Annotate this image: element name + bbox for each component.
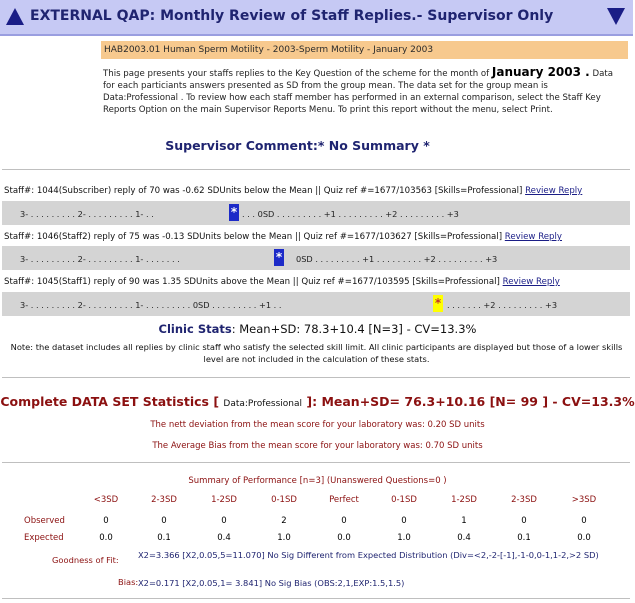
review-reply-link[interactable]: Review Reply	[525, 186, 583, 196]
sd-scale-left: 3- . . . . . . . . . 2- . . . . . . . . . 1- . .	[20, 209, 154, 219]
gof-text: X2=3.366 [X2,0.05,5=11.070] No Sig Different from Expected Distribution (Div=<2,-2-[-1],-1-0,0-1,1-2,>2 SD)	[138, 550, 599, 560]
page-header	[0, 0, 633, 36]
nett-deviation: The nett deviation from the mean score for your laboratory was: 0.20 SD units	[150, 420, 485, 430]
expected-cell: 0.4	[217, 533, 231, 543]
average-bias: The Average Bias from the mean score for your laboratory was: 0.70 SD units	[152, 441, 483, 451]
divider	[2, 462, 630, 463]
sd-marker: *	[434, 296, 442, 310]
observed-cell: 0	[341, 516, 347, 526]
dataset-stats-prefix: Complete DATA SET Statistics [	[0, 394, 220, 409]
dataset-name: Data:Professional	[223, 399, 303, 409]
scheme-subheader: HAB2003.01 Human Sperm Motility - 2003-Sperm Motility - January 2003	[101, 41, 628, 59]
observed-cell: 0	[581, 516, 587, 526]
dataset-stats-suffix: ]: Mean+SD= 76.3+10.16 [N= 99 ] - CV=13.3%	[306, 394, 635, 409]
staff-reply-line	[4, 186, 582, 196]
sd-marker: *	[230, 205, 238, 219]
column-header: 2-3SD	[151, 495, 177, 505]
column-header: >3SD	[571, 495, 597, 505]
column-header: 1-2SD	[211, 495, 237, 505]
column-header: 1-2SD	[451, 495, 477, 505]
supervisor-comment: Supervisor Comment:* No Summary *	[165, 138, 430, 153]
summary-title: Summary of Performance [n=3] (Unanswered Questions=0 )	[188, 476, 447, 486]
column-header: 0-1SD	[271, 495, 297, 505]
expected-cell: 1.0	[397, 533, 411, 543]
expected-cell: 0.0	[99, 533, 113, 543]
expected-cell: 1.0	[277, 533, 291, 543]
observed-cell: 0	[103, 516, 109, 526]
triangle-down-icon[interactable]	[607, 8, 625, 25]
review-reply-link[interactable]: Review Reply	[502, 277, 560, 287]
expected-label: Expected	[24, 533, 64, 543]
clinic-stats	[0, 322, 635, 336]
page-title: EXTERNAL QAP: Monthly Review of Staff Replies.- Supervisor Only	[30, 8, 554, 24]
observed-label: Observed	[24, 516, 65, 526]
gof-label: Goodness of Fit:	[52, 555, 119, 565]
staff-reply-line	[4, 277, 560, 287]
intro-month: January 2003 .	[491, 65, 590, 79]
divider	[2, 598, 630, 599]
expected-cell: 0.1	[517, 533, 531, 543]
sd-marker: *	[275, 250, 283, 264]
expected-cell: 0.4	[457, 533, 471, 543]
intro-text	[103, 66, 623, 116]
sd-scale-right: . . . 0SD . . . . . . . . . +1 . . . . . . . . . +2 . . . . . . . . . +3	[242, 209, 459, 219]
sd-scale-bar	[2, 292, 630, 316]
observed-cell: 0	[401, 516, 407, 526]
column-header: Perfect	[329, 495, 359, 505]
dataset-note: Note: the dataset includes all replies by clinic staff who satisfy the selected skill limit. All clinic participants are displayed but those of a lower skills level are not included in the calculation of these stats.	[10, 342, 623, 364]
sd-scale-right: 0SD . . . . . . . . . +1 . . . . . . . . . +2 . . . . . . . . . +3	[296, 254, 498, 264]
sd-scale-bar	[2, 246, 630, 270]
observed-cell: 1	[461, 516, 467, 526]
expected-cell: 0.1	[157, 533, 171, 543]
column-header: 2-3SD	[511, 495, 537, 505]
sd-scale-right: . . . . . . . +2 . . . . . . . . . +3	[447, 300, 558, 310]
clinic-stats-label: Clinic Stats	[158, 322, 232, 336]
dataset-stats	[0, 394, 635, 409]
staff-reply-text: Staff#: 1046(Staff2) reply of 75 was -0.13 SDUnits below the Mean || Quiz ref #=1677/103627 [Skills=Professional]	[4, 232, 503, 242]
staff-reply-line	[4, 232, 562, 242]
sd-scale-left: 3- . . . . . . . . . 2- . . . . . . . . . 1- . . . . . . . . . 0SD . . . . . . . . . +1 . .	[20, 300, 282, 310]
triangle-up-icon[interactable]	[6, 8, 24, 25]
intro-text-after: Data for each particiants answers presented as SD from the group mean. The data set for the group mean is Data:Professional . To review how each staff member has performed in an external comparison, select the Staff Key Reports Option on the main Supervisor Reports Menu. To print this report without the menu, select Print.	[103, 69, 613, 115]
observed-cell: 0	[161, 516, 167, 526]
sd-scale-bar	[2, 201, 630, 225]
staff-reply-text: Staff#: 1044(Subscriber) reply of 70 was -0.62 SDUnits below the Mean || Quiz ref #=1677/103563 [Skills=Professional]	[4, 186, 523, 196]
observed-cell: 0	[521, 516, 527, 526]
expected-cell: 0.0	[577, 533, 591, 543]
intro-text-before: This page presents your staffs replies to the Key Question of the scheme for the month of	[103, 69, 490, 79]
review-reply-link[interactable]: Review Reply	[504, 232, 562, 242]
sd-scale-left: 3- . . . . . . . . . 2- . . . . . . . . . 1- . . . . . . .	[20, 254, 180, 264]
column-header: 0-1SD	[391, 495, 417, 505]
column-header: <3SD	[93, 495, 119, 505]
bias-text: X2=0.171 [X2,0.05,1= 3.841] No Sig Bias (OBS:2,1,EXP:1.5,1.5)	[138, 578, 405, 588]
clinic-stats-value: : Mean+SD: 78.3+10.4 [N=3] - CV=13.3%	[231, 322, 477, 336]
bias-label: Bias:	[118, 577, 139, 587]
observed-cell: 0	[221, 516, 227, 526]
observed-cell: 2	[281, 516, 287, 526]
expected-cell: 0.0	[337, 533, 351, 543]
divider	[2, 377, 630, 378]
staff-reply-text: Staff#: 1045(Staff1) reply of 90 was 1.35 SDUnits above the Mean || Quiz ref #=1677/103595 [Skills=Professional]	[4, 277, 500, 287]
divider	[2, 169, 630, 170]
